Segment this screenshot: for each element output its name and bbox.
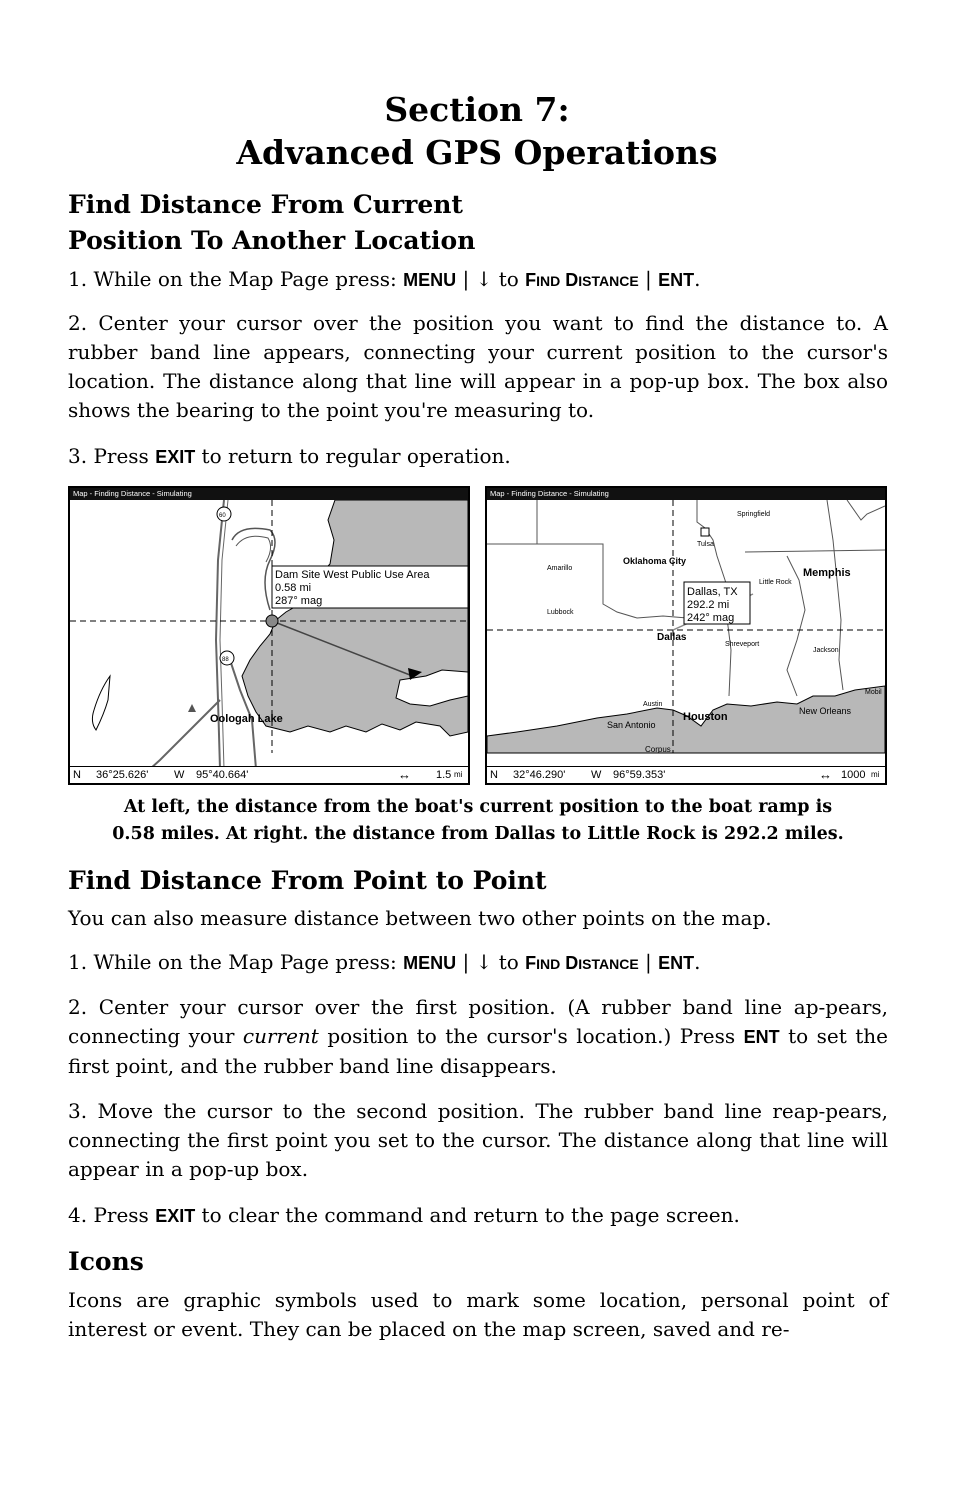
city-label: Corpus <box>645 745 671 754</box>
find-point-step1: 1. While on the Map Page press: MENU | ↓ to FIND DISTANCE | ENT. <box>68 950 701 974</box>
city-label: Mobil <box>865 689 882 696</box>
ent-key: ENT <box>658 953 695 973</box>
map-left-popup-distance: 0.58 mi <box>275 582 312 594</box>
zoom-arrow-icon: ↔ <box>398 767 411 782</box>
figure-caption-line2: 0.58 miles. At right. the distance from Dallas to Little Rock is 292.2 miles. <box>112 824 844 844</box>
map-right-status-bar: N 32°46.290' W 96°59.353' ↔ 1000 mi <box>487 766 885 783</box>
find-point-step4: 4. Press EXIT to clear the command and return to the page screen. <box>68 1203 740 1227</box>
city-label: San Antonio <box>607 720 656 730</box>
find-point-step2: 2. Center your cursor over the first position. (A rubber band line ap-pears, connecting your current position to the cursor's location.) Press ENT to set the first point, and the rubber band line disappears. <box>68 995 889 1078</box>
find-point-intro: You can also measure distance between two other points on the map. <box>68 906 772 930</box>
map-right-popup-name: Dallas, TX <box>687 586 738 598</box>
city-label: Austin <box>643 701 663 708</box>
city-label: Dallas <box>657 632 687 643</box>
city-label: Lubbock <box>547 609 574 616</box>
find-current-step3: 3. Press EXIT to return to regular operation. <box>68 444 511 468</box>
city-label: Springfield <box>737 511 771 518</box>
map-left-lake-label: Oologah Lake <box>210 713 283 725</box>
map-left-popup-bearing: 287° mag <box>275 595 323 607</box>
map-left-popup-name: Dam Site West Public Use Area <box>275 569 430 581</box>
map-screenshot-right <box>485 486 887 785</box>
exit-key: EXIT <box>155 1206 196 1226</box>
heading-icons: Icons <box>68 1247 144 1276</box>
city-label: Shreveport <box>725 641 760 648</box>
zoom-readout: 1000 <box>841 769 866 781</box>
section-title-line2: Advanced GPS Operations <box>236 133 718 172</box>
latitude-readout: 36°25.626' <box>96 769 149 781</box>
map-title-bar: Map - Finding Distance - Simulating <box>70 488 468 500</box>
city-label: Memphis <box>803 567 851 579</box>
city-label: Amarillo <box>547 565 573 572</box>
map-left-status-bar: N 36°25.626' W 95°40.664' ↔ 1.5 mi <box>70 766 468 783</box>
route-marker: 60 <box>219 513 226 519</box>
map-right-canvas <box>487 500 885 769</box>
longitude-readout: 96°59.353' <box>613 769 666 781</box>
city-label: New Orleans <box>799 706 852 716</box>
map-right-popup-distance: 292.2 mi <box>687 599 730 611</box>
heading-find-point: Find Distance From Point to Point <box>68 866 547 895</box>
city-label: Little Rock <box>759 579 792 586</box>
ent-key: ENT <box>743 1027 780 1047</box>
map-right-popup-bearing: 242° mag <box>687 612 735 624</box>
map-screenshot-left <box>68 486 470 785</box>
down-arrow-icon: ↓ <box>475 267 493 291</box>
city-label: Houston <box>683 711 728 723</box>
map-title-bar: Map - Finding Distance - Simulating <box>487 488 885 500</box>
menu-key: MENU <box>403 270 457 290</box>
zoom-arrow-icon: ↔ <box>819 767 832 782</box>
find-point-step3: 3. Move the cursor to the second position. The rubber band line reap-pears, connecting the first point you set to the cursor. The distance along that line will appear in a pop-up box. <box>68 1099 888 1181</box>
find-current-step1: 1. While on the Map Page press: MENU | ↓ to FIND DISTANCE | ENT. <box>68 267 701 291</box>
zoom-readout: 1.5 <box>436 769 452 781</box>
heading-find-current-line2: Position To Another Location <box>68 226 476 255</box>
city-label: Oklahoma City <box>623 556 687 566</box>
latitude-readout: 32°46.290' <box>513 769 566 781</box>
find-current-step2: 2. Center your cursor over the position you want to find the distance to. A rubber band line appears, connecting your current position to the cursor's location. The distance along that line will appear in a pop-up box. The box also shows the bearing to the point you're measuring to. <box>68 311 888 422</box>
heading-find-current-line1: Find Distance From Current <box>68 190 463 219</box>
city-label: Jackson <box>813 647 839 654</box>
city-label: Tulsa <box>697 541 714 548</box>
section-title-line1: Section 7: <box>384 90 570 129</box>
longitude-readout: 95°40.664' <box>196 769 249 781</box>
down-arrow-icon: ↓ <box>475 950 493 974</box>
exit-key: EXIT <box>155 447 196 467</box>
ent-key: ENT <box>658 270 695 290</box>
map-left-canvas <box>70 500 468 769</box>
figure-caption-line1: At left, the distance from the boat's current position to the boat ramp is <box>123 797 833 817</box>
route-marker: 88 <box>222 657 229 663</box>
menu-key: MENU <box>403 953 457 973</box>
icons-text: Icons are graphic symbols used to mark some location, personal point of interest or event. They can be placed on the map screen, saved and re- <box>68 1288 888 1341</box>
